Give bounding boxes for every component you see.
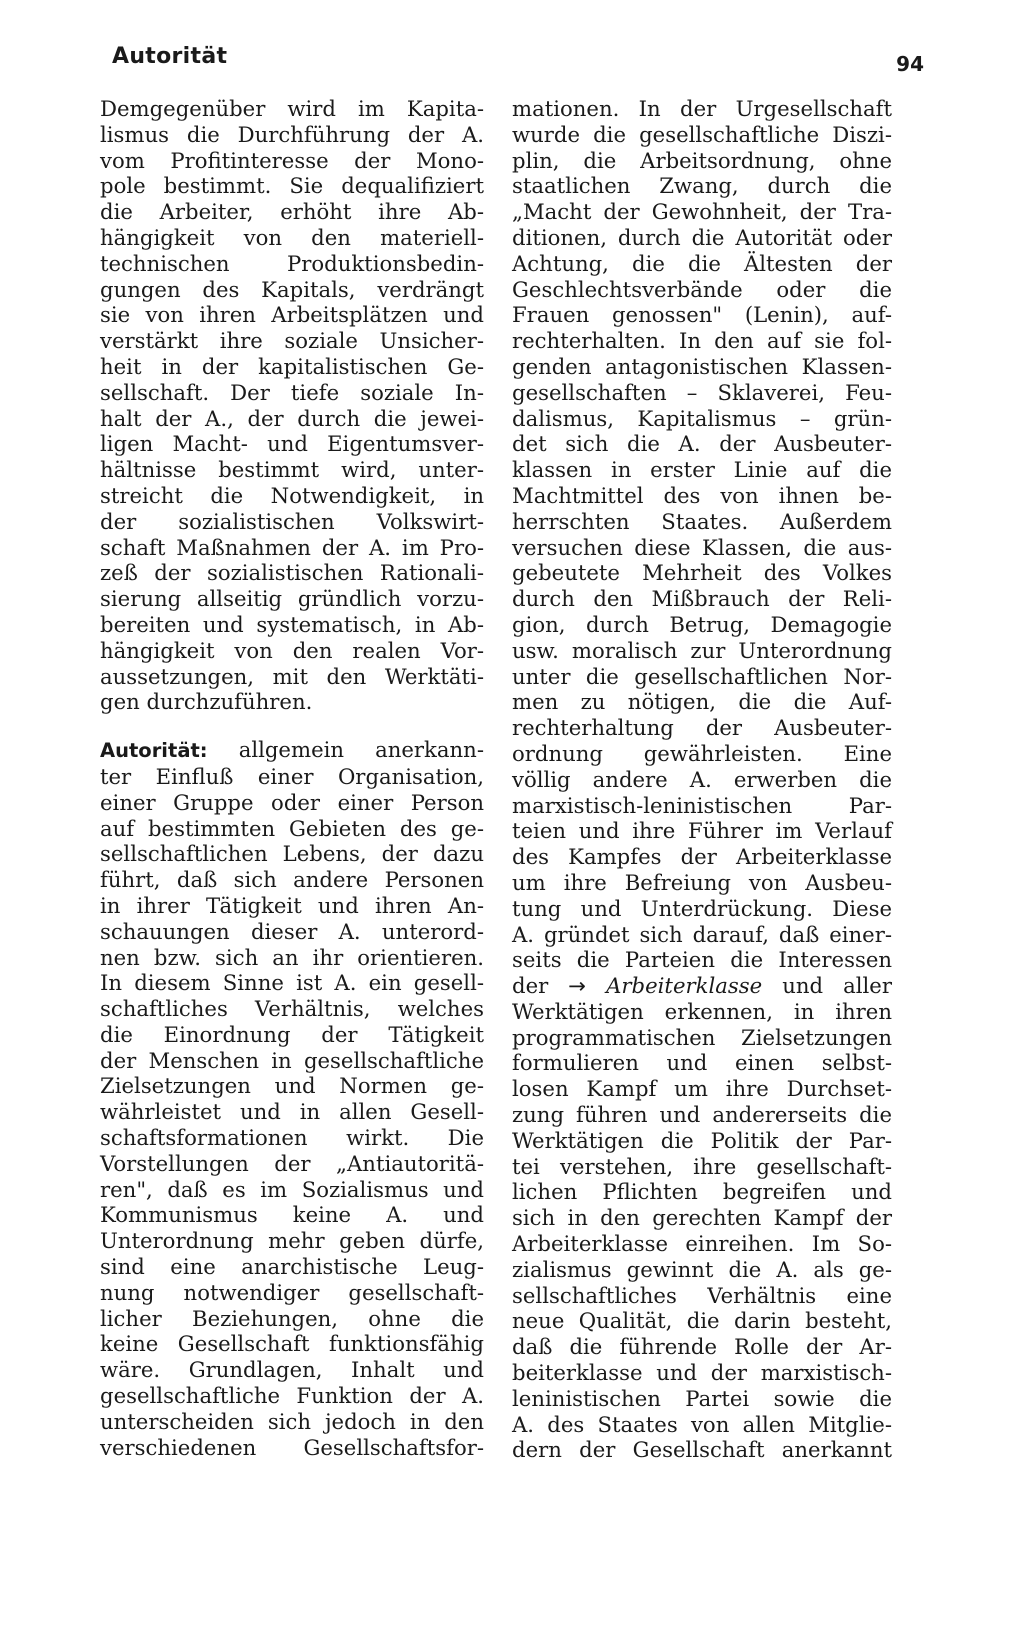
text-line: die Arbeiter, erhöht ihre Ab- [100, 199, 484, 225]
text-line: durch den Mißbrauch der Reli- [512, 586, 892, 612]
text-line: leninistischen Partei sowie die [512, 1385, 892, 1411]
text-line: technischen Produktionsbedin- [100, 250, 484, 276]
text-line: der sozialistischen Volkswirt- [100, 508, 484, 534]
text-line: hängigkeit von den realen Vor- [100, 637, 484, 663]
entry-first-line [100, 737, 484, 764]
text-line: die Einordnung der Tätigkeit [100, 1021, 484, 1047]
page-number: 94 [896, 52, 924, 76]
text-line: men zu nötigen, die die Auf- [512, 689, 892, 715]
text-line: lichen Pflichten begreifen und [512, 1179, 892, 1205]
text-line: verstärkt ihre soziale Unsicher- [100, 328, 484, 354]
text-line: gesellschaften – Sklaverei, Feu- [512, 379, 892, 405]
right-paragraph [512, 96, 892, 1463]
running-head: Autorität [112, 44, 228, 69]
text-line: Arbeiterklasse einreihen. Im So- [512, 1231, 892, 1257]
text-line: genden antagonistischen Klassen- [512, 353, 892, 379]
ref-prefix: der [512, 973, 549, 999]
text-line: klassen in erster Linie auf die [512, 457, 892, 483]
text-line: streicht die Notwendigkeit, in [100, 482, 484, 508]
text-line: ordnung gewährleisten. Eine [512, 740, 892, 766]
text-line: rechterhaltung der Ausbeuter- [512, 715, 892, 741]
text-line: herrschten Staates. Außerdem [512, 508, 892, 534]
text-line: seits die Parteien die Interessen [512, 947, 892, 973]
text-line: ter Einfluß einer Organisation, [100, 763, 484, 789]
text-line: gesellschaftliche Funktion der A. [100, 1383, 484, 1409]
text-line: sind eine anarchistische Leug- [100, 1254, 484, 1280]
text-line: neue Qualität, die darin besteht, [512, 1308, 892, 1334]
text-line: formulieren und einen selbst- [512, 1050, 892, 1076]
text-line: sierung allseitig gründlich vorzu- [100, 586, 484, 612]
text-line: unter die gesellschaftlichen Nor- [512, 663, 892, 689]
text-line: Werktätigen erkennen, in ihren [512, 998, 892, 1024]
text-line: Werktätigen die Politik der Par- [512, 1127, 892, 1153]
cross-reference-arbeiterklasse[interactable]: Arbeiterklasse [606, 973, 763, 999]
text-line: Achtung, die die Ältesten der [512, 250, 892, 276]
text-line: Kommunismus keine A. und [100, 1202, 484, 1228]
text-line: versuchen diese Klassen, die aus- [512, 534, 892, 560]
text-line: halt der A., der durch die jewei- [100, 405, 484, 431]
text-line: mationen. In der Urgesellschaft [512, 96, 892, 121]
text-line: währleistet und in allen Gesell- [100, 1099, 484, 1125]
text-line: daß die führende Rolle der Ar- [512, 1334, 892, 1360]
text-line: einer Gruppe oder einer Person [100, 789, 484, 815]
text-line: nung notwendiger gesellschaft- [100, 1279, 484, 1305]
entry-body [100, 764, 484, 1461]
text-line: teien und ihre Führer im Verlauf [512, 818, 892, 844]
text-line: zung führen und andererseits die [512, 1102, 892, 1128]
text-line: rechterhalten. In den auf sie fol- [512, 328, 892, 354]
text-line: usw. moralisch zur Unterordnung [512, 637, 892, 663]
text-line: unterscheiden sich jedoch in den [100, 1408, 484, 1434]
text-line: Frauen genossen" (Lenin), auf- [512, 302, 892, 328]
text-line: Demgegenüber wird im Kapita- [100, 96, 484, 121]
text-line: ligen Macht- und Eigentumsver- [100, 431, 484, 457]
text-line: aussetzungen, mit den Werktäti- [100, 663, 484, 689]
text-line: ditionen, durch die Autorität oder [512, 224, 892, 250]
text-line: losen Kampf um ihre Durchset- [512, 1076, 892, 1102]
text-line: dalismus, Kapitalismus – grün- [512, 405, 892, 431]
text-line: gebeutete Mehrheit des Volkes [512, 560, 892, 586]
text-line: in ihrer Tätigkeit und ihren An- [100, 892, 484, 918]
right-column [512, 96, 892, 1463]
cross-reference-line [512, 973, 892, 999]
text-line: pole bestimmt. Sie dequalifiziert [100, 173, 484, 199]
text-line: „Macht der Gewohnheit, der Tra- [512, 199, 892, 225]
text-line: sich in den gerechten Kampf der [512, 1205, 892, 1231]
text-line: A. des Staates von allen Mitglie- [512, 1411, 892, 1437]
right-lines-a [512, 96, 892, 973]
text-line: völlig andere A. erwerben die [512, 766, 892, 792]
text-line: führt, daß sich andere Personen [100, 867, 484, 893]
text-line: A. gründet sich darauf, daß einer- [512, 921, 892, 947]
entry-autoritaet [100, 737, 484, 1460]
text-line: schaft Maßnahmen der A. im Pro- [100, 534, 484, 560]
text-line: beiterklasse und der marxistisch- [512, 1360, 892, 1386]
text-line: keine Gesellschaft funktionsfähig [100, 1331, 484, 1357]
text-line: Unterordnung mehr geben dürfe, [100, 1228, 484, 1254]
text-line: heit in der kapitalistischen Ge- [100, 353, 484, 379]
text-line: dern der Gesellschaft anerkannt [512, 1437, 892, 1463]
text-line: nen bzw. sich an ihr orientieren. [100, 944, 484, 970]
text-line: plin, die Arbeitsordnung, ohne [512, 147, 892, 173]
text-line: Machtmittel des von ihnen be- [512, 482, 892, 508]
text-line: Vorstellungen der „Antiautoritä- [100, 1150, 484, 1176]
left-column [100, 96, 484, 1460]
text-line: sellschaftlichen Lebens, der dazu [100, 841, 484, 867]
text-line: wäre. Grundlagen, Inhalt und [100, 1357, 484, 1383]
text-line: sellschaftliches Verhältnis eine [512, 1282, 892, 1308]
text-line: Zielsetzungen und Normen ge- [100, 1073, 484, 1099]
text-line: sellschaft. Der tiefe soziale In- [100, 379, 484, 405]
text-line: ren", daß es im Sozialismus und [100, 1176, 484, 1202]
text-line: schaftsformationen wirkt. Die [100, 1125, 484, 1151]
text-line: staatlichen Zwang, durch die [512, 173, 892, 199]
text-line: der Menschen in gesellschaftliche [100, 1047, 484, 1073]
text-line: licher Beziehungen, ohne die [100, 1305, 484, 1331]
text-line: zeß der sozialistischen Rationali- [100, 560, 484, 586]
right-lines-b [512, 999, 892, 1463]
text-line: sie von ihren Arbeitsplätzen und [100, 302, 484, 328]
text-line: auf bestimmten Gebieten des ge- [100, 815, 484, 841]
text-line: det sich die A. der Ausbeuter- [512, 431, 892, 457]
continuation-paragraph [100, 96, 484, 715]
text-line: lismus die Durchführung der A. [100, 121, 484, 147]
text-line: marxistisch-leninistischen Par- [512, 792, 892, 818]
text-line: hältnisse bestimmt wird, unter- [100, 457, 484, 483]
text-line: schauungen dieser A. unterord- [100, 918, 484, 944]
text-line: zialismus gewinnt die A. als ge- [512, 1256, 892, 1282]
text-line: hängigkeit von den materiell- [100, 224, 484, 250]
text-line: wurde die gesellschaftliche Diszi- [512, 121, 892, 147]
text-line: um ihre Befreiung von Ausbeu- [512, 869, 892, 895]
text-line: bereiten und systematisch, in Ab- [100, 611, 484, 637]
text-line: In diesem Sinne ist A. ein gesell- [100, 970, 484, 996]
entry-term: Autorität: [100, 739, 208, 763]
text-line: des Kampfes der Arbeiterklasse [512, 844, 892, 870]
text-line: verschiedenen Gesellschaftsfor- [100, 1434, 484, 1460]
text-line: gungen des Kapitals, verdrängt [100, 276, 484, 302]
text-line: gion, durch Betrug, Demagogie [512, 611, 892, 637]
text-line: gen durchzuführen. [100, 689, 313, 715]
text-line: tei verstehen, ihre gesellschaft- [512, 1153, 892, 1179]
text-line: programmatischen Zielsetzungen [512, 1024, 892, 1050]
arrow-icon: → [568, 973, 587, 999]
text-line: Geschlechtsverbände oder die [512, 276, 892, 302]
text-line: vom Profitinteresse der Mono- [100, 147, 484, 173]
text-line: tung und Unterdrückung. Diese [512, 895, 892, 921]
ref-suffix: und aller [782, 973, 892, 999]
text-line: schaftliches Verhältnis, welches [100, 996, 484, 1022]
entry-first-line-text: allgemein anerkann- [238, 737, 484, 763]
